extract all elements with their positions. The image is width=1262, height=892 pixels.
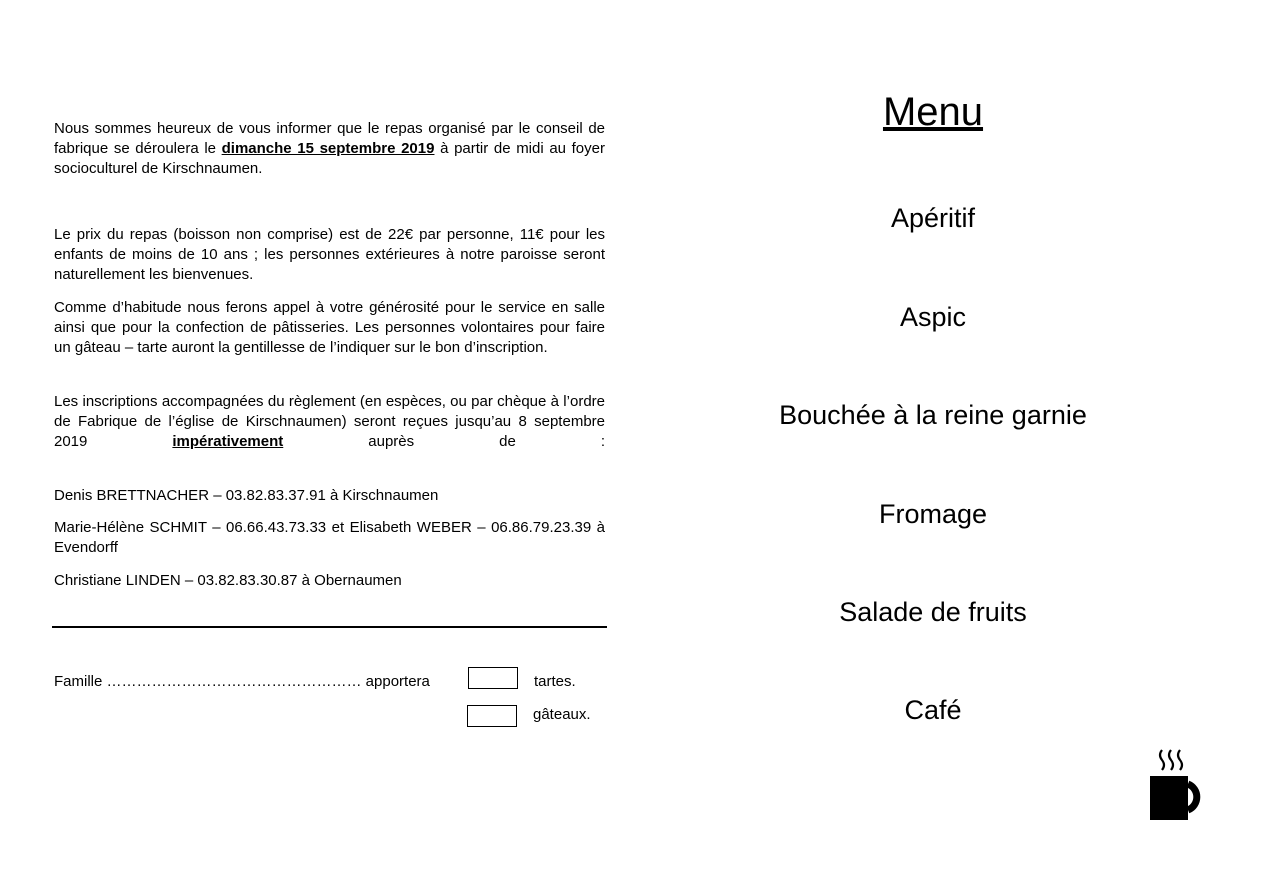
coffee-mug-icon	[1146, 748, 1208, 824]
menu-item-cafe: Café	[904, 695, 962, 725]
contact-schmit-weber: Marie-Hélène SCHMIT – 06.66.43.73.33 et Elisabeth WEBER – 06.86.79.23.39 à Evendorff	[54, 519, 605, 556]
event-date: dimanche 15 septembre 2019	[221, 140, 435, 157]
tartes-count-box[interactable]	[468, 667, 518, 689]
deadline-emphasis: impérativement	[172, 433, 284, 450]
gateaux-count-box[interactable]	[467, 705, 517, 727]
intro-text-start: Nous sommes heureux de vous informer que le repas organisé par le conseil de fabrique se déroulera le	[54, 120, 605, 157]
menu-item-salade: Salade de fruits	[839, 597, 1027, 627]
registration-text-start: Les inscriptions accompagnées du règlement (en espèces, ou par chèque à l’ordre de Fabrique de l’église de Kirschnaumen) seront reçues jusqu’au 8 septembre 2019	[54, 393, 605, 450]
registration-text-end: auprès de :	[283, 433, 606, 450]
contact-brettnacher: Denis BRETTNACHER – 03.82.83.37.91 à Kirschnaumen	[54, 487, 439, 504]
menu-item-aspic: Aspic	[899, 302, 967, 332]
intro-text-end: à partir de midi au foyer socioculturel de Kirschnaumen.	[54, 140, 605, 177]
registration-paragraph	[54, 392, 605, 452]
gateaux-label: gâteaux.	[533, 706, 591, 723]
menu-item-aperitif: Apéritif	[890, 203, 976, 233]
contact-linden: Christiane LINDEN – 03.82.83.30.87 à Obernaumen	[54, 572, 402, 589]
menu-item-bouchee: Bouchée à la reine garnie	[779, 400, 1087, 430]
price-paragraph: Le prix du repas (boisson non comprise) est de 22€ par personne, 11€ pour les enfants de moins de 10 ans ; les personnes extérieures à notre paroisse seront naturellement les bienvenues.	[54, 226, 605, 283]
intro-paragraph	[54, 119, 605, 179]
volunteer-paragraph: Comme d’habitude nous ferons appel à votre générosité pour le service en salle ainsi que pour la confection de pâtisseries. Les personnes volontaires pour faire un gâteau – tarte auront la gentillesse de l’indiquer sur le bon d’inscription.	[54, 299, 605, 356]
menu-title: Menu	[882, 90, 984, 134]
cut-line-divider	[52, 626, 607, 628]
tartes-label: tartes.	[534, 673, 576, 690]
famille-label: Famille …………………………………………… apportera	[54, 673, 430, 690]
menu-item-fromage: Fromage	[878, 499, 988, 529]
